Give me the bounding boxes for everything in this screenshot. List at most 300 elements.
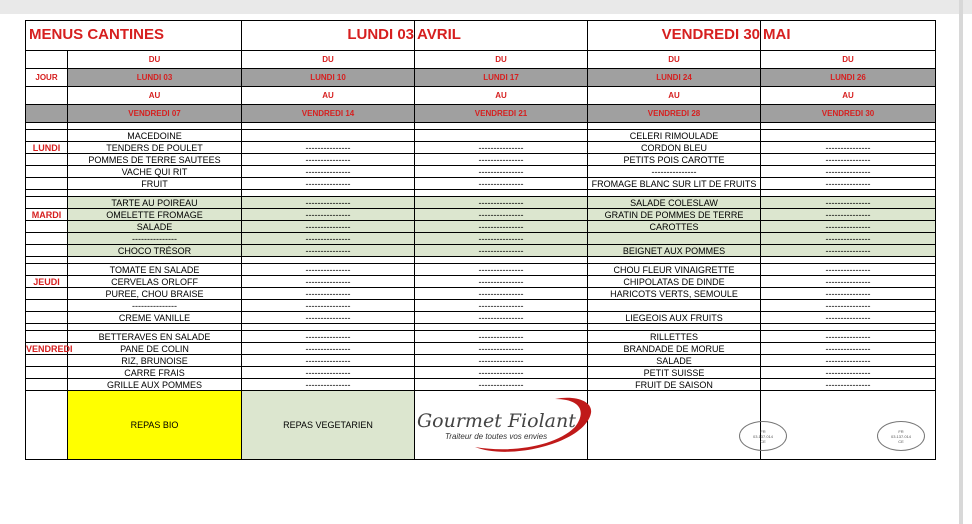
menu-item-cell bbox=[415, 166, 588, 178]
menu-item: CELERI RIMOULADE bbox=[629, 130, 719, 141]
week-1-du-cell bbox=[68, 51, 242, 69]
menu-item: --------------- bbox=[478, 221, 524, 232]
menu-item: GRATIN DE POMMES DE TERRE bbox=[604, 209, 744, 220]
menu-item-cell bbox=[415, 276, 588, 288]
menu-row bbox=[26, 233, 936, 245]
day-cell bbox=[26, 312, 68, 324]
menu-row bbox=[26, 245, 936, 257]
menu-item: --------------- bbox=[305, 288, 351, 299]
menu-item-cell bbox=[588, 331, 761, 343]
stamp-cell-1 bbox=[588, 391, 774, 460]
week-start-label: LUNDI 24 bbox=[656, 73, 692, 82]
menu-row bbox=[26, 331, 936, 343]
date-start-month: AVRIL bbox=[417, 26, 461, 43]
menu-item-cell bbox=[761, 343, 936, 355]
menu-item: --------------- bbox=[825, 221, 871, 232]
menu-item-cell bbox=[588, 264, 761, 276]
menu-item-cell bbox=[242, 367, 415, 379]
menu-item-cell bbox=[242, 154, 415, 166]
menu-item-cell bbox=[588, 276, 761, 288]
menu-item: --------------- bbox=[478, 288, 524, 299]
menu-item-cell bbox=[761, 142, 936, 154]
menu-item: --------------- bbox=[305, 166, 351, 177]
menu-item-cell bbox=[68, 312, 242, 324]
menu-item: RILLETTES bbox=[650, 331, 699, 342]
week-du-label: DU bbox=[495, 55, 507, 64]
menu-row bbox=[26, 355, 936, 367]
menu-item-cell bbox=[242, 245, 415, 257]
spacer-cell bbox=[761, 324, 936, 331]
menu-item-cell bbox=[242, 178, 415, 190]
menu-item: --------------- bbox=[305, 245, 351, 256]
menu-item: --------------- bbox=[305, 197, 351, 208]
menu-item-cell bbox=[242, 331, 415, 343]
week-2-au-cell bbox=[242, 87, 415, 105]
menu-item-cell bbox=[242, 197, 415, 209]
menu-item: GRILLE AUX POMMES bbox=[106, 379, 203, 390]
menu-row bbox=[26, 367, 936, 379]
menu-item-cell bbox=[415, 197, 588, 209]
menu-item-cell bbox=[588, 166, 761, 178]
menu-item-cell bbox=[242, 300, 415, 312]
spacer-cell bbox=[415, 324, 588, 331]
menu-item-cell bbox=[242, 209, 415, 221]
menu-item-cell bbox=[68, 288, 242, 300]
menu-item: --------------- bbox=[825, 209, 871, 220]
week-au-row bbox=[26, 87, 936, 105]
legend-row bbox=[26, 391, 936, 460]
menu-item: VACHE QUI RIT bbox=[121, 166, 188, 177]
menu-item-cell bbox=[415, 264, 588, 276]
menu-item: --------------- bbox=[825, 312, 871, 323]
menu-item-cell bbox=[761, 367, 936, 379]
menu-item: --------------- bbox=[478, 233, 524, 244]
week-end-label: VENDREDI 21 bbox=[474, 109, 528, 118]
logo-name: Gourmet Fiolant bbox=[417, 410, 576, 432]
day-cell bbox=[26, 166, 68, 178]
row-label-cell bbox=[26, 51, 68, 69]
day-cell bbox=[26, 300, 68, 312]
week-1-au-cell bbox=[68, 87, 242, 105]
menu-item-cell bbox=[242, 233, 415, 245]
week-end-label: VENDREDI 07 bbox=[128, 109, 181, 118]
day-cell bbox=[26, 221, 68, 233]
menu-item-cell bbox=[415, 178, 588, 190]
menu-item: --------------- bbox=[478, 367, 524, 378]
spacer-cell bbox=[68, 324, 242, 331]
week-4-end-cell bbox=[588, 105, 761, 123]
menu-item: PETITS POIS CAROTTE bbox=[623, 154, 725, 165]
menu-item-cell bbox=[68, 300, 242, 312]
spacer-row bbox=[26, 257, 936, 264]
menu-item: --------------- bbox=[305, 379, 351, 390]
row-label-cell bbox=[26, 87, 68, 105]
menu-item-cell bbox=[68, 331, 242, 343]
week-du-row bbox=[26, 51, 936, 69]
menu-item: --------------- bbox=[305, 276, 351, 287]
gourmet-fiolant-logo bbox=[415, 391, 588, 457]
week-4-start-cell bbox=[588, 69, 761, 87]
week-4-au-cell bbox=[588, 87, 761, 105]
menu-row bbox=[26, 197, 936, 209]
menu-item-cell bbox=[68, 197, 242, 209]
menu-item-cell bbox=[761, 331, 936, 343]
menu-item-cell bbox=[242, 130, 415, 142]
menu-item: CORDON BLEU bbox=[641, 142, 708, 153]
menu-item-cell bbox=[415, 221, 588, 233]
menu-item: --------------- bbox=[305, 343, 351, 354]
menu-item: FRUIT bbox=[141, 178, 168, 189]
date-start-right-cell bbox=[415, 21, 588, 51]
day-label-mardi: MARDI bbox=[31, 209, 62, 220]
header-row bbox=[26, 21, 936, 51]
week-4-du-cell bbox=[588, 51, 761, 69]
legend-vegetarien-cell bbox=[242, 391, 415, 460]
menu-item-cell bbox=[242, 166, 415, 178]
menu-item: --------------- bbox=[825, 367, 871, 378]
week-du-label: DU bbox=[668, 55, 680, 64]
menu-item: PANE DE COLIN bbox=[120, 343, 189, 354]
menu-item-cell bbox=[68, 178, 242, 190]
menu-item-cell bbox=[761, 233, 936, 245]
menu-item: SALADE COLESLAW bbox=[630, 197, 718, 208]
menu-item-cell bbox=[68, 209, 242, 221]
spacer-cell bbox=[761, 190, 936, 197]
menu-item-cell bbox=[68, 233, 242, 245]
menu-item-cell bbox=[242, 288, 415, 300]
menu-item: --------------- bbox=[478, 142, 524, 153]
day-cell bbox=[26, 379, 68, 391]
menu-item: --------------- bbox=[825, 300, 871, 311]
menu-item-cell bbox=[588, 355, 761, 367]
menu-item-cell bbox=[68, 355, 242, 367]
spacer-cell bbox=[26, 324, 68, 331]
menu-row bbox=[26, 312, 936, 324]
menu-item-cell bbox=[68, 221, 242, 233]
menu-item: TOMATE EN SALADE bbox=[109, 264, 200, 275]
menu-item: BETTERAVES EN SALADE bbox=[98, 331, 211, 342]
week-au-label: AU bbox=[322, 91, 334, 100]
vertical-scrollbar[interactable] bbox=[959, 0, 963, 524]
week-end-label: VENDREDI 14 bbox=[301, 109, 355, 118]
menu-item-cell bbox=[588, 245, 761, 257]
menu-item: --------------- bbox=[478, 343, 524, 354]
stamp-cell-2 bbox=[761, 391, 936, 460]
menu-item: --------------- bbox=[305, 355, 351, 366]
menu-item-cell bbox=[415, 379, 588, 391]
menu-item-cell bbox=[68, 264, 242, 276]
day-label-jeudi: JEUDI bbox=[33, 276, 60, 287]
week-2-end-cell bbox=[242, 105, 415, 123]
legend-vegetarien-label: REPAS VEGETARIEN bbox=[283, 420, 373, 430]
menu-item-cell bbox=[242, 312, 415, 324]
menu-item: --------------- bbox=[478, 276, 524, 287]
menu-item: CARRE FRAIS bbox=[124, 367, 185, 378]
menu-item: --------------- bbox=[305, 221, 351, 232]
day-cell bbox=[26, 209, 68, 221]
menu-row bbox=[26, 142, 936, 154]
menu-item-cell bbox=[242, 221, 415, 233]
date-end-right-cell bbox=[761, 21, 936, 51]
menu-item: SALADE bbox=[656, 355, 692, 366]
menu-item-cell bbox=[415, 233, 588, 245]
menu-item-cell bbox=[415, 130, 588, 142]
week-start-label: LUNDI 03 bbox=[136, 73, 173, 82]
spacer-cell bbox=[761, 257, 936, 264]
menu-item: --------------- bbox=[825, 178, 871, 189]
spacer-cell bbox=[588, 257, 761, 264]
week-du-label: DU bbox=[842, 55, 854, 64]
menu-item-cell bbox=[68, 367, 242, 379]
week-du-label: DU bbox=[148, 55, 161, 64]
stamp-line1: FR bbox=[898, 428, 904, 434]
menu-item-cell bbox=[415, 142, 588, 154]
menu-item: --------------- bbox=[825, 343, 871, 354]
week-au-label: AU bbox=[148, 91, 161, 100]
menu-item: --------------- bbox=[825, 233, 871, 244]
page-title: MENUS CANTINES bbox=[29, 26, 165, 43]
menu-item-cell bbox=[761, 130, 936, 142]
week-au-label: AU bbox=[495, 91, 507, 100]
menu-item: TARTE AU POIREAU bbox=[111, 197, 198, 208]
spacer-cell bbox=[588, 324, 761, 331]
menu-item-cell bbox=[68, 276, 242, 288]
menu-item-cell bbox=[761, 288, 936, 300]
menu-item-cell bbox=[415, 355, 588, 367]
menu-item: HARICOTS VERTS, SEMOULE bbox=[610, 288, 738, 299]
menu-item-cell bbox=[761, 355, 936, 367]
menu-item-cell bbox=[588, 300, 761, 312]
day-cell bbox=[26, 130, 68, 142]
week-5-start-cell bbox=[761, 69, 936, 87]
menu-item: CREME VANILLE bbox=[118, 312, 191, 323]
menu-item: TENDERS DE POULET bbox=[106, 142, 203, 153]
menu-item: --------------- bbox=[825, 166, 871, 177]
legend-empty-cell bbox=[26, 391, 68, 460]
menu-item: --------------- bbox=[478, 178, 524, 189]
spacer-cell bbox=[242, 257, 415, 264]
menu-item-cell bbox=[761, 154, 936, 166]
menu-table bbox=[25, 20, 936, 460]
menu-item: --------------- bbox=[305, 142, 351, 153]
day-cell bbox=[26, 178, 68, 190]
menu-item-cell bbox=[588, 379, 761, 391]
menu-row bbox=[26, 379, 936, 391]
week-2-du-cell bbox=[242, 51, 415, 69]
menu-item: --------------- bbox=[825, 355, 871, 366]
spacer-cell bbox=[242, 123, 415, 130]
menu-item: LIEGEOIS AUX FRUITS bbox=[625, 312, 723, 323]
date-start-day: LUNDI 03 bbox=[347, 26, 415, 43]
menu-item: CHOCO TRÉSOR bbox=[117, 245, 192, 256]
menu-item-cell bbox=[242, 343, 415, 355]
menu-item-cell bbox=[415, 288, 588, 300]
menu-row bbox=[26, 276, 936, 288]
spacer-cell bbox=[415, 190, 588, 197]
menu-item: PUREE, CHOU BRAISE bbox=[105, 288, 204, 299]
day-cell bbox=[26, 264, 68, 276]
menu-item: --------------- bbox=[478, 355, 524, 366]
menu-item: --------------- bbox=[825, 276, 871, 287]
menu-row bbox=[26, 221, 936, 233]
menu-item-cell bbox=[761, 379, 936, 391]
date-end-day: VENDREDI 30 bbox=[661, 26, 761, 43]
menu-item: --------------- bbox=[825, 379, 871, 390]
week-5-du-cell bbox=[761, 51, 936, 69]
menu-item-cell bbox=[68, 379, 242, 391]
row-label-cell bbox=[26, 105, 68, 123]
menu-item-cell bbox=[588, 233, 761, 245]
menu-item-cell bbox=[68, 245, 242, 257]
spacer-cell bbox=[26, 123, 68, 130]
menu-row bbox=[26, 154, 936, 166]
menu-item-cell bbox=[761, 178, 936, 190]
menu-item-cell bbox=[588, 142, 761, 154]
menu-item: OMELETTE FROMAGE bbox=[106, 209, 203, 220]
logo-cell bbox=[415, 391, 588, 460]
week-3-end-cell bbox=[415, 105, 588, 123]
day-cell bbox=[26, 355, 68, 367]
day-label-lundi: LUNDI bbox=[32, 142, 61, 153]
spacer-row bbox=[26, 324, 936, 331]
week-du-label: DU bbox=[322, 55, 334, 64]
menu-item: FROMAGE BLANC SUR LIT DE FRUITS bbox=[591, 178, 757, 189]
stamp-line3: CE bbox=[760, 438, 766, 444]
menu-item-cell bbox=[588, 154, 761, 166]
menu-item-cell bbox=[761, 300, 936, 312]
logo-tagline: Traiteur de toutes vos envies bbox=[445, 432, 548, 441]
menu-item-cell bbox=[68, 154, 242, 166]
jour-label: JOUR bbox=[35, 73, 58, 82]
menu-item-cell bbox=[68, 130, 242, 142]
legend-bio-cell bbox=[68, 391, 242, 460]
menu-item-cell bbox=[588, 367, 761, 379]
menu-item: --------------- bbox=[132, 300, 177, 311]
menu-item: --------------- bbox=[478, 331, 524, 342]
spacer-cell bbox=[68, 257, 242, 264]
menu-item-cell bbox=[242, 276, 415, 288]
week-start-label: LUNDI 17 bbox=[483, 73, 519, 82]
menu-item: --------------- bbox=[305, 300, 351, 311]
menu-item-cell bbox=[415, 331, 588, 343]
week-au-label: AU bbox=[668, 91, 680, 100]
menu-item-cell bbox=[588, 312, 761, 324]
menu-item-cell bbox=[68, 166, 242, 178]
week-1-start-cell bbox=[68, 69, 242, 87]
menu-item: FRUIT DE SAISON bbox=[635, 379, 713, 390]
menu-item: --------------- bbox=[478, 379, 524, 390]
week-3-start-cell bbox=[415, 69, 588, 87]
menu-item-cell bbox=[588, 221, 761, 233]
menu-item: --------------- bbox=[478, 300, 524, 311]
menu-item: CHOU FLEUR VINAIGRETTE bbox=[613, 264, 735, 275]
date-end-left-cell bbox=[588, 21, 761, 51]
menu-item-cell bbox=[415, 343, 588, 355]
day-cell bbox=[26, 367, 68, 379]
menu-item: --------------- bbox=[825, 288, 871, 299]
health-stamp-icon bbox=[877, 421, 925, 451]
menu-item: --------------- bbox=[305, 178, 351, 189]
menu-item: --------------- bbox=[478, 264, 524, 275]
menu-item: --------------- bbox=[825, 331, 871, 342]
spacer-cell bbox=[242, 324, 415, 331]
menu-item: --------------- bbox=[825, 142, 871, 153]
stamp-line1: FR bbox=[760, 428, 766, 434]
day-cell bbox=[26, 245, 68, 257]
menu-item: POMMES DE TERRE SAUTEES bbox=[88, 154, 221, 165]
menu-item: --------------- bbox=[305, 154, 351, 165]
spacer-cell bbox=[26, 190, 68, 197]
menu-item-cell bbox=[588, 197, 761, 209]
menu-item-cell bbox=[415, 245, 588, 257]
menu-item-cell bbox=[415, 300, 588, 312]
spacer-cell bbox=[588, 123, 761, 130]
menu-item-cell bbox=[68, 343, 242, 355]
menu-item: --------------- bbox=[651, 166, 697, 177]
menu-item: BRANDADE DE MORUE bbox=[623, 343, 725, 354]
day-cell bbox=[26, 142, 68, 154]
menu-item: --------------- bbox=[305, 331, 351, 342]
day-cell bbox=[26, 343, 73, 355]
day-cell bbox=[26, 154, 68, 166]
menu-item-cell bbox=[761, 197, 936, 209]
week-5-au-cell bbox=[761, 87, 936, 105]
menu-row bbox=[26, 209, 936, 221]
window-top-bar bbox=[0, 0, 972, 14]
menu-row bbox=[26, 300, 936, 312]
day-cell bbox=[26, 197, 68, 209]
menu-item-cell bbox=[588, 288, 761, 300]
menu-item: --------------- bbox=[825, 154, 871, 165]
menu-item: --------------- bbox=[825, 264, 871, 275]
menu-item: --------------- bbox=[305, 233, 351, 244]
menu-item-cell bbox=[761, 312, 936, 324]
spacer-cell bbox=[68, 190, 242, 197]
spacer-row bbox=[26, 190, 936, 197]
menu-item: --------------- bbox=[478, 209, 524, 220]
menu-row bbox=[26, 178, 936, 190]
menu-item: --------------- bbox=[478, 312, 524, 323]
menu-item: --------------- bbox=[478, 245, 524, 256]
menu-item-cell bbox=[588, 178, 761, 190]
menu-row bbox=[26, 166, 936, 178]
week-start-label: LUNDI 10 bbox=[310, 73, 346, 82]
menu-item: CERVELAS ORLOFF bbox=[111, 276, 198, 287]
title-cell bbox=[26, 21, 242, 51]
stamp-line3: CE bbox=[898, 438, 904, 444]
week-end-row bbox=[26, 105, 936, 123]
menu-item: --------------- bbox=[305, 312, 351, 323]
week-5-end-cell bbox=[761, 105, 936, 123]
menu-item-cell bbox=[761, 166, 936, 178]
menu-row bbox=[26, 264, 936, 276]
legend-bio-label: REPAS BIO bbox=[130, 420, 179, 430]
menu-row bbox=[26, 288, 936, 300]
menu-item: PETIT SUISSE bbox=[643, 367, 705, 378]
week-3-au-cell bbox=[415, 87, 588, 105]
menu-item-cell bbox=[242, 355, 415, 367]
menu-row bbox=[26, 130, 936, 142]
menu-item: --------------- bbox=[305, 264, 351, 275]
menu-item-cell bbox=[761, 245, 936, 257]
row-label-cell bbox=[26, 69, 68, 87]
week-end-label: VENDREDI 28 bbox=[647, 109, 701, 118]
spacer-row bbox=[26, 123, 936, 130]
day-label-vendredi: VENDREDI bbox=[26, 343, 73, 354]
menu-item-cell bbox=[242, 379, 415, 391]
week-1-end-cell bbox=[68, 105, 242, 123]
menu-item-cell bbox=[761, 276, 936, 288]
